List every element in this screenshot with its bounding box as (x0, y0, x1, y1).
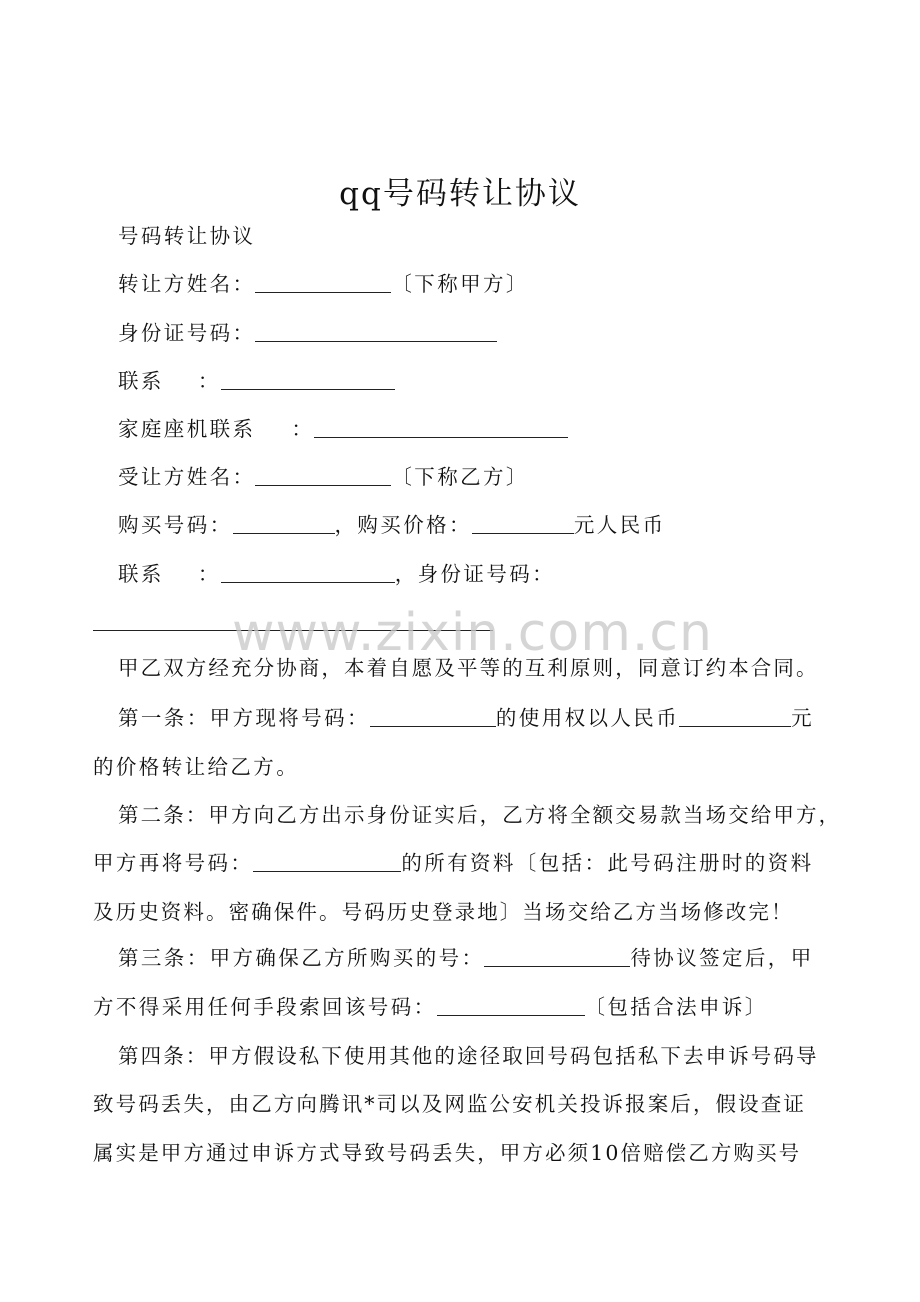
article-2-text-c: 的所有资料〔包括：此号码注册时的资料 (401, 851, 814, 875)
purchase-price-label: ，购买价格： (334, 513, 472, 537)
article-2-text-b: 甲方再将号码： (93, 851, 254, 875)
article-3-text-b: 待协议签定后，甲 (630, 946, 814, 970)
purchase-number-label: 购买号码： (118, 513, 233, 537)
party-b-note: 〔下称乙方〕 (391, 465, 529, 489)
home-phone-label: 家庭座机联系 (118, 417, 256, 441)
article-4-line-3: 属实是甲方通过申诉方式导致号码丢失，甲方必须10倍赔偿乙方购买号 (93, 1141, 802, 1165)
transferor-contact-blank (221, 371, 395, 390)
article-3-text-d: 〔包括合法申诉〕 (584, 995, 768, 1019)
transferor-name-blank (255, 274, 391, 293)
id-number-label: 身份证号码： (118, 321, 256, 345)
article-1-text-a: 第一条：甲方现将号码： (118, 706, 370, 730)
home-phone-colon: ： (291, 417, 315, 441)
purchase-number-blank (233, 515, 335, 534)
article-2-number-blank (253, 853, 401, 872)
article-3-line-1 (118, 946, 814, 970)
article-1-number-blank (370, 708, 496, 727)
article-1-text-c: 元 (791, 706, 815, 730)
contact-label: 联系 (118, 369, 164, 393)
transferor-name-row (118, 272, 529, 296)
article-3-number-blank (484, 948, 630, 967)
transferor-contact-row (118, 369, 395, 393)
home-phone-row (118, 417, 568, 441)
article-3-line-2 (93, 995, 768, 1019)
subtitle: 号码转让协议 (118, 224, 256, 248)
article-4-line-2: 致号码丢失，由乙方向腾讯*司以及网监公安机关投诉报案后，假设查证 (93, 1092, 806, 1116)
transferor-name-label: 转让方姓名： (118, 272, 256, 296)
article-2-line-3: 及历史资料。密确保件。号码历史登录地〕当场交给乙方当场修改完！ (93, 900, 794, 924)
transferee-name-row (118, 465, 529, 489)
article-1-price-blank (679, 708, 791, 727)
transferor-id-row (118, 321, 497, 345)
article-2-line-1: 第二条：甲方向乙方出示身份证实后，乙方将全额交易款当场交给甲方， (118, 803, 842, 827)
home-phone-blank (314, 419, 568, 438)
article-1-line-1 (118, 706, 814, 730)
purchase-price-blank (472, 515, 574, 534)
article-2-line-2 (93, 851, 814, 875)
preamble: 甲乙双方经充分协商，本着自愿及平等的互利原则，同意订约本合同。 (118, 656, 819, 680)
watermark: www.zixin.com.cn (232, 603, 713, 663)
contact-colon: ： (197, 369, 221, 393)
party-a-note: 〔下称甲方〕 (391, 272, 529, 296)
currency-suffix: 元人民币 (573, 513, 666, 537)
transferor-id-blank (255, 323, 497, 342)
article-1-line-2: 的价格转让给乙方。 (93, 755, 300, 779)
transferee-contact-row (118, 562, 555, 586)
contact-label-2: 联系 (118, 562, 164, 586)
transferee-name-label: 受让方姓名： (118, 465, 256, 489)
purchase-row (118, 513, 666, 537)
transferee-contact-blank (221, 564, 395, 583)
article-3-number-blank-2 (437, 997, 585, 1016)
document-title: qq号码转让协议 (339, 176, 581, 212)
article-1-text-b: 的使用权以人民币 (495, 706, 680, 730)
transferee-name-blank (255, 467, 391, 486)
article-3-text-a: 第三条：甲方确保乙方所购买的号： (118, 946, 485, 970)
contact-colon-2: ： (197, 562, 221, 586)
article-3-text-c: 方不得采用任何手段索回该号码： (93, 995, 437, 1019)
article-4-line-1: 第四条：甲方假设私下使用其他的途径取回号码包括私下去申诉号码导 (118, 1044, 819, 1068)
id-number-label-2: ，身份证号码： (394, 562, 556, 586)
